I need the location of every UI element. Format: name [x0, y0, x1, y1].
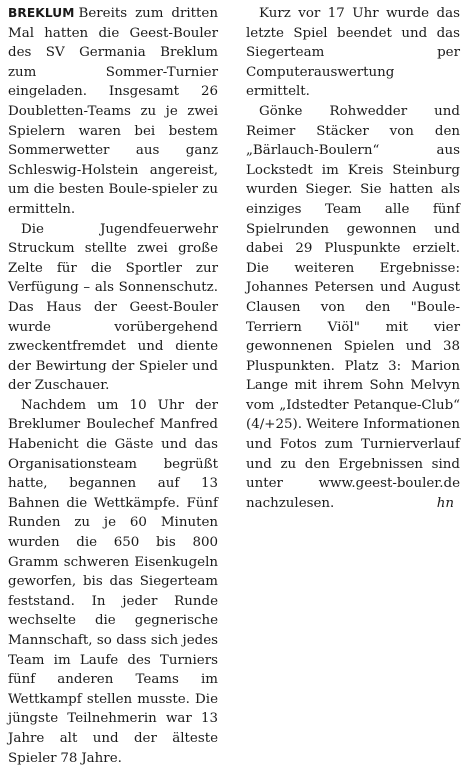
- article-column-left: [8, 4, 218, 768]
- article-paragraph-5: [246, 102, 460, 513]
- article-paragraph-3: Nachdem um 10 Uhr der Breklumer Boulechef Manfred Habenicht die Gäste und das Organisationsteam begrüßt hatte, begannen auf 13 Bahnen die Wettkämpfe. Fünf Runden zu je 60 Minuten wurden die 650 bis 800 Gramm schweren Eisenkugeln geworfen, bis das Siegerteam feststand. In jeder Runde wechselte die gegnerische Mannschaft, so dass sich jedes Team im Laufe des Turniers fünf anderen Teams im Wettkampf stellen musste. Die jüngste Teilnehmerin war 13 Jahre alt und der älteste Spieler 78 Jahre.: [8, 397, 218, 766]
- paragraph-text: Gönke Rohwedder und Reimer Stäcker von den „Bärlauch-Boulern“ aus Lockstedt im Kreis Steinburg wurden Sieger. Sie hatten als einziges Team alle fünf Spielrunden gewonnen und dabei 29 Pluspunkte erzielt. Die weiteren Ergebnisse: Johannes Petersen und August Clausen von den "Boule-Terriern Viöl" mit vier gewonnenen Spielen und 38 Pluspunkten. Platz 3: Marion Lange mit ihrem Sohn Melvyn vom „Idstedter Petanque-Club“ (4/+25). Weitere Informationen und Fotos zum Turnierverlauf und zu den Ergebnissen sind unter www.geest-bouler.de nachzulesen.: [246, 103, 460, 511]
- dateline: BREKLUM: [8, 6, 75, 20]
- paragraph-text: Bereits zum dritten Mal hatten die Geest-Bouler des SV Germania Breklum zum Sommer-Turnier eingeladen. Insgesamt 26 Doubletten-Teams zu je zwei Spielern waren bei bestem Sommerwetter aus ganz Schleswig-Holstein angereist, um die besten Boule-spieler zu ermitteln.: [8, 6, 218, 217]
- article-paragraph-4: Kurz vor 17 Uhr wurde das letzte Spiel beendet und das Siegerteam per Computerauswertung ermittelt.: [246, 6, 460, 100]
- article-paragraph-2: Die Jugendfeuerwehr Struckum stellte zwei große Zelte für die Sportler zur Verfügung – als Sonnenschutz. Das Haus der Geest-Bouler wurde vorübergehend zweckentfremdet und diente der Bewirtung der Spieler und der Zuschauer.: [8, 221, 218, 394]
- article-column-right: [246, 4, 460, 513]
- article-paragraph-1: [8, 4, 218, 220]
- author-initials: hn: [436, 495, 454, 511]
